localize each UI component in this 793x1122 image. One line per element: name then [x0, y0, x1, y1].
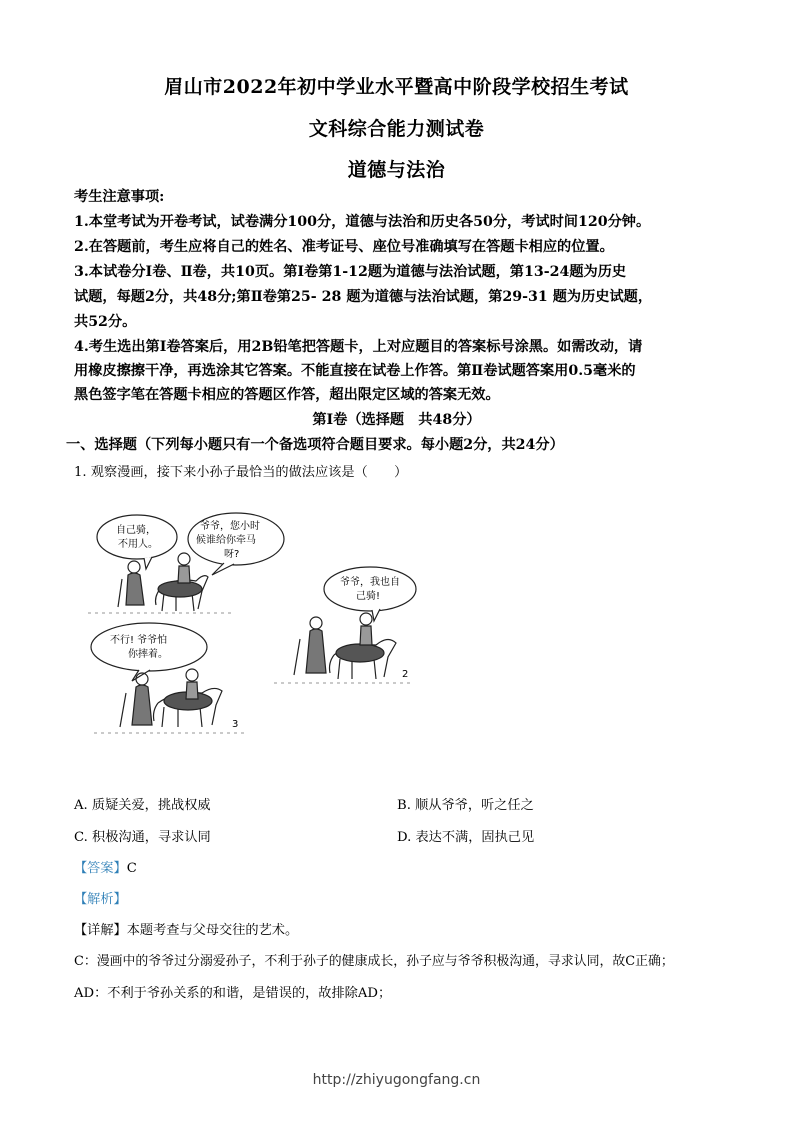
speech-bubble: [91, 623, 207, 671]
notice-line: 3.本试卷分Ⅰ卷、Ⅱ卷，共10页。第Ⅰ卷第1-12题为道德与法治试题，第13-24题为历史: [74, 264, 627, 280]
bubble-text: 不用人。: [118, 539, 158, 550]
comic-illustration: [84, 497, 424, 747]
grandpa-figure: [118, 561, 144, 607]
option-a: A. 质疑关爱，挑战权威: [74, 798, 211, 813]
notice-line: 1.本堂考试为开卷考试，试卷满分100分，道德与法治和历史各50分，考试时间120分钟。: [74, 214, 651, 230]
bubble-text: 候谁给你牵马: [196, 535, 256, 546]
boy-figure: [178, 553, 190, 583]
question-stem: 1. 观察漫画，接下来小孙子最恰当的做法应该是（ ）: [74, 465, 408, 480]
grandpa-figure: [294, 617, 326, 675]
answer-line: [74, 862, 137, 875]
notice-heading: 考生注意事项:: [74, 189, 165, 205]
bubble-text: 不行! 爷爷怕: [110, 635, 168, 646]
notice-line: 共52分。: [74, 314, 137, 330]
bubble-text: 爷爷，我也自: [340, 577, 400, 588]
option-d: D. 表达不满，固执己见: [397, 830, 535, 845]
notice-line: 试题，每题2分，共48分;第Ⅱ卷第25- 28 题为道德与法治试题，第29-31 题为历史试题，: [74, 289, 653, 305]
explanation-line: AD：不利于爷孙关系的和谐，是错误的，故排除AD；: [74, 986, 392, 1001]
subject-title: 道德与法治: [347, 159, 446, 181]
speech-bubble: [324, 567, 416, 611]
notice-line: 黑色签字笔在答题卡相应的答题区作答，超出限定区域的答案无效。: [74, 387, 500, 403]
footer-url[interactable]: http://zhiyugongfang.cn: [312, 1072, 481, 1088]
answer-tag: 【答案】: [74, 861, 127, 876]
bubble-text: 己骑!: [356, 591, 381, 602]
notice-line: 2.在答题前，考生应将自己的姓名、准考证号、座位号准确填写在答题卡相应的位置。: [74, 239, 614, 255]
bubble-text: 你摔着。: [128, 649, 168, 660]
panel-number: 3: [232, 719, 239, 730]
notice-line: 用橡皮擦擦干净，再选涂其它答案。不能直接在试卷上作答。第Ⅱ卷试题答案用0.5毫米的: [74, 363, 636, 379]
bubble-text: 呀?: [224, 549, 240, 560]
part-title: 第Ⅰ卷（选择题 共48分）: [312, 412, 481, 428]
speech-bubble: [97, 515, 177, 559]
panel-number: 2: [402, 669, 409, 680]
boy-figure: [360, 613, 372, 645]
notice-line: 4.考生选出第Ⅰ卷答案后，用2B铅笔把答题卡，上对应题目的答案标号涂黑。如需改动，请: [74, 339, 643, 355]
boy-figure: [186, 669, 198, 699]
grandpa-figure: [120, 673, 152, 727]
bubble-text: 自己骑，: [116, 525, 156, 536]
section-heading: 一、选择题（下列每小题只有一个备选项符合题目要求。每小题2分，共24分）: [66, 437, 564, 453]
option-b: B. 顺从爷爷，听之任之: [397, 798, 534, 813]
explanation-line: C：漫画中的爷爷过分溺爱孙子，不利于孙子的健康成长，孙子应与爷爷积极沟通，寻求认同，故C正确；: [74, 954, 674, 969]
answer-value: C: [126, 861, 137, 876]
paper-title: 文科综合能力测试卷: [308, 118, 485, 140]
bubble-text: 爷爷，您小时: [200, 521, 260, 532]
option-c: C. 积极沟通，寻求认同: [74, 830, 211, 845]
detail-line: 【详解】本题考查与父母交往的艺术。: [74, 923, 299, 938]
analysis-tag: 【解析】: [74, 892, 127, 907]
exam-title: 眉山市2022年初中学业水平暨高中阶段学校招生考试: [164, 76, 629, 98]
